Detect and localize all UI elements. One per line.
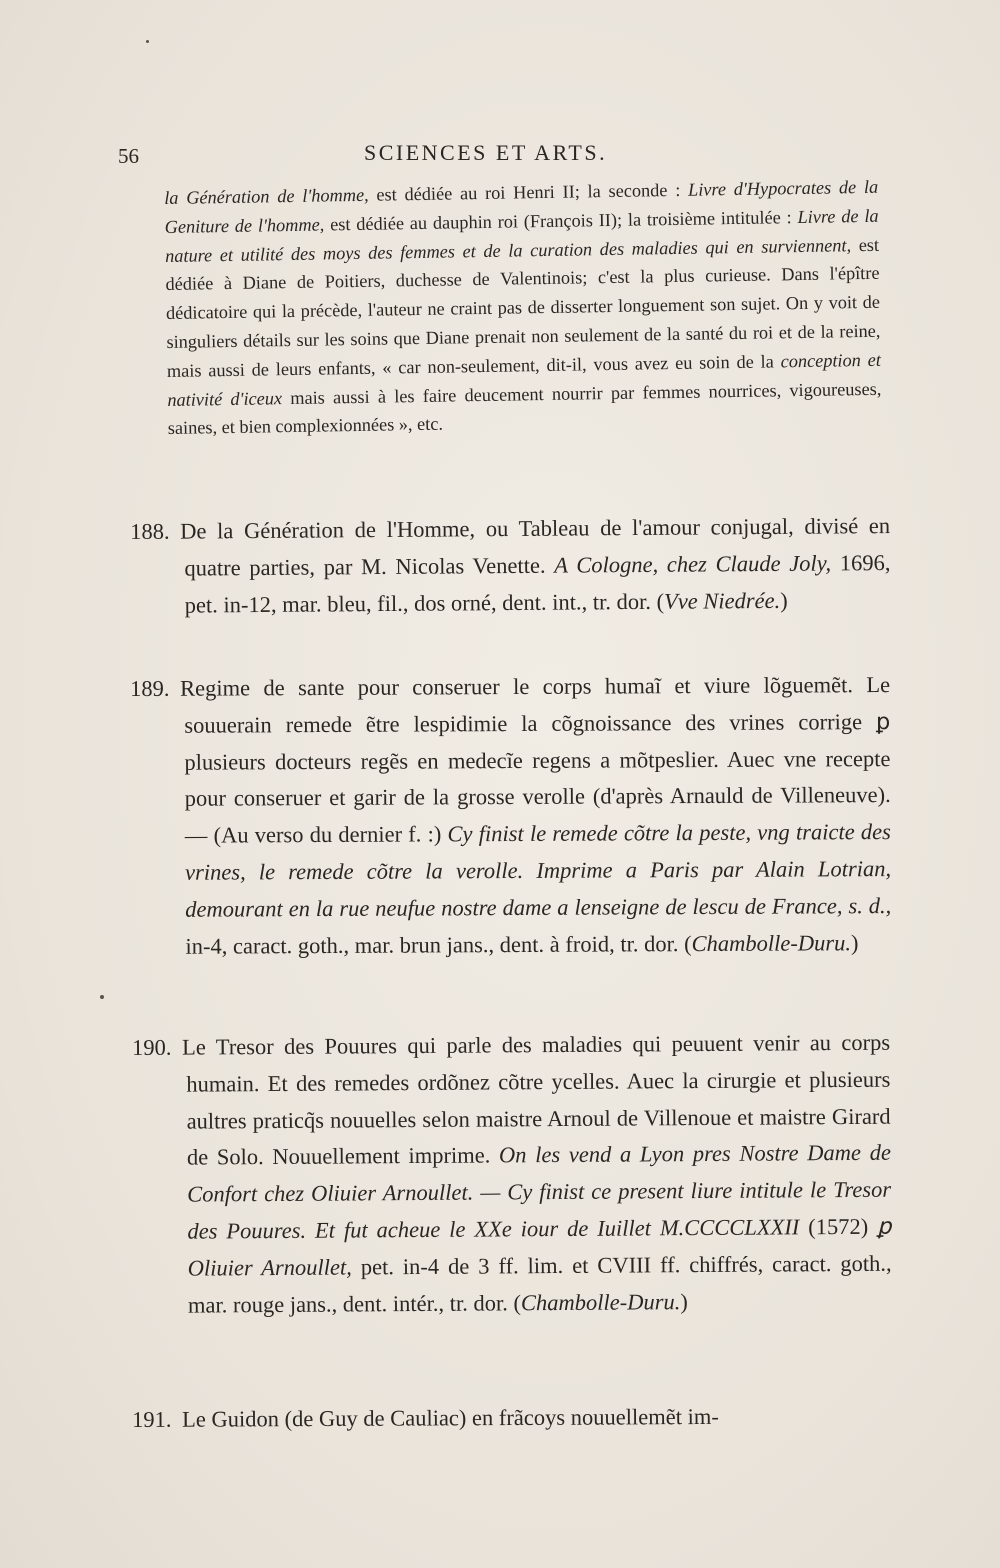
entry-roman: ) xyxy=(780,587,788,613)
entry-italic: Chambolle-Duru. xyxy=(691,929,851,956)
catalog-entry-188 xyxy=(130,508,891,624)
entry-italic: Vve Niedrée. xyxy=(663,587,781,614)
entry-text xyxy=(130,1025,892,1325)
intro-roman: est dédiée au dauphin roi (François II); la troisième intitulée : xyxy=(324,206,798,235)
intro-italic: Livre de la nature et utilité des moys des femmes et de la curation des maladies qui en surviennent, xyxy=(164,205,879,266)
entry-text xyxy=(130,667,892,965)
intro-roman: mais aussi à les faire deucement nourrir par femmes nourrices, vigoureuses, saines, et bien complexionnées », etc. xyxy=(167,378,882,439)
running-head xyxy=(118,138,638,174)
entry-italic: Cy finist le remede cõtre la peste, vng traicte des vrines, le remede cõtre la verolle. Imprime a Paris par Alain Lotrian, demourant en la rue neufue nostre dame a lenseigne de lescu de France, s. d., xyxy=(184,819,892,922)
catalog-entry-190 xyxy=(130,1025,892,1325)
entry-roman: De la Génération de l'Homme, ou Tableau de l'amour conjugal, divisé en quatre parties, par M. Nicolas Venette. xyxy=(180,513,891,581)
intro-italic: conception et nativité d'iceux xyxy=(167,349,882,410)
paper-speck xyxy=(100,995,104,999)
bleed-through-mark xyxy=(800,470,890,484)
entry-text xyxy=(130,1398,890,1439)
entry-italic: On les vend a Lyon pres Nostre Dame de Confort chez Oliuier Arnoullet. — Cy finist ce present liure intitule le Tresor des Pouures. Et fut acheue le XXe iour de Iuillet M.CCCCLXXII xyxy=(187,1140,892,1244)
entry-roman: 1696, pet. in-12, mar. bleu, fil., dos orné, dent. int., tr. dor. ( xyxy=(184,549,891,618)
intro-italic: Livre d'Hypocrates de la Geniture de l'homme, xyxy=(164,176,879,237)
catalog-entry-189 xyxy=(130,667,892,965)
entry-roman: ) xyxy=(680,1288,688,1314)
entry-italic: Chambolle-Duru. xyxy=(520,1288,681,1315)
intro-text xyxy=(164,173,882,443)
intro-italic: la Génération de l'homme, xyxy=(164,184,369,208)
entry-roman: in-4, caract. goth., mar. brun jans., dent. à froid, tr. dor. ( xyxy=(185,930,692,959)
entry-number: 191. xyxy=(132,1406,172,1432)
intro-roman: est dédiée à Diane de Poitiers, duchesse de Valentinois; c'est la plus curieuse. Dans l'épître dédicatoire qui la précède, l'auteur ne craint pas de disserter longuement son sujet. On y voit de singuliers détails sur les soins que Diane prenait non seulement de la santé du roi et de la reine, mais aussi de leurs enfants, « car non-seulement, dit-il, vous avez eu soin de la xyxy=(165,234,881,381)
intro-roman: est dédiée au roi Henri II; la seconde : xyxy=(368,179,689,205)
entry-number: 190. xyxy=(132,1034,172,1060)
entry-roman: pet. in-4 de 3 ff. lim. et CVIII ff. chiffrés, caract. goth., mar. rouge jans., dent. intér., tr. dor. ( xyxy=(187,1250,892,1318)
entry-italic: ꝑ Oliuier Arnoullet, xyxy=(187,1213,892,1281)
page-header-title: SCIENCES ET ARTS. xyxy=(364,140,608,165)
entry-italic: A Cologne, chez Claude Joly, xyxy=(554,550,832,578)
entry-number: 188. xyxy=(130,518,170,544)
entry-text xyxy=(130,508,891,624)
intro-paragraph xyxy=(164,173,882,443)
entry-roman: Regime de sante pour conseruer le corps humaĩ et viure lõguemẽt. Le souuerain remede ẽtre lespidimie la cõgnoissance des vrines corrige ꝑ plusieurs docteurs regẽs en medecĩe regens a mõtpeslier. Auec vne recepte pour conseruer et garir de la grosse verolle (d'après Arnauld de Villeneuve). — (Au verso du dernier f. :) xyxy=(180,672,891,848)
paper-speck xyxy=(146,40,149,43)
entry-roman: (1572) xyxy=(799,1213,878,1240)
page-number: 56 xyxy=(118,144,139,168)
catalog-entry-191 xyxy=(130,1398,890,1439)
entry-roman: ) xyxy=(850,929,859,955)
entry-roman: Le Guidon (de Guy de Cauliac) en frãcoys nouuellemẽt im- xyxy=(182,1403,719,1432)
entry-number: 189. xyxy=(130,675,170,701)
entry-roman: Le Tresor des Pouures qui parle des maladies qui peuuent venir au corps humain. Et des remedes ordõnez cõtre ycelles. Auec la cirurgie et plusieurs aultres praticq̃s nouuelles selon maistre Arnoul de Villenoue et maistre Girard de Solo. Nouuellement imprime. xyxy=(182,1029,891,1170)
